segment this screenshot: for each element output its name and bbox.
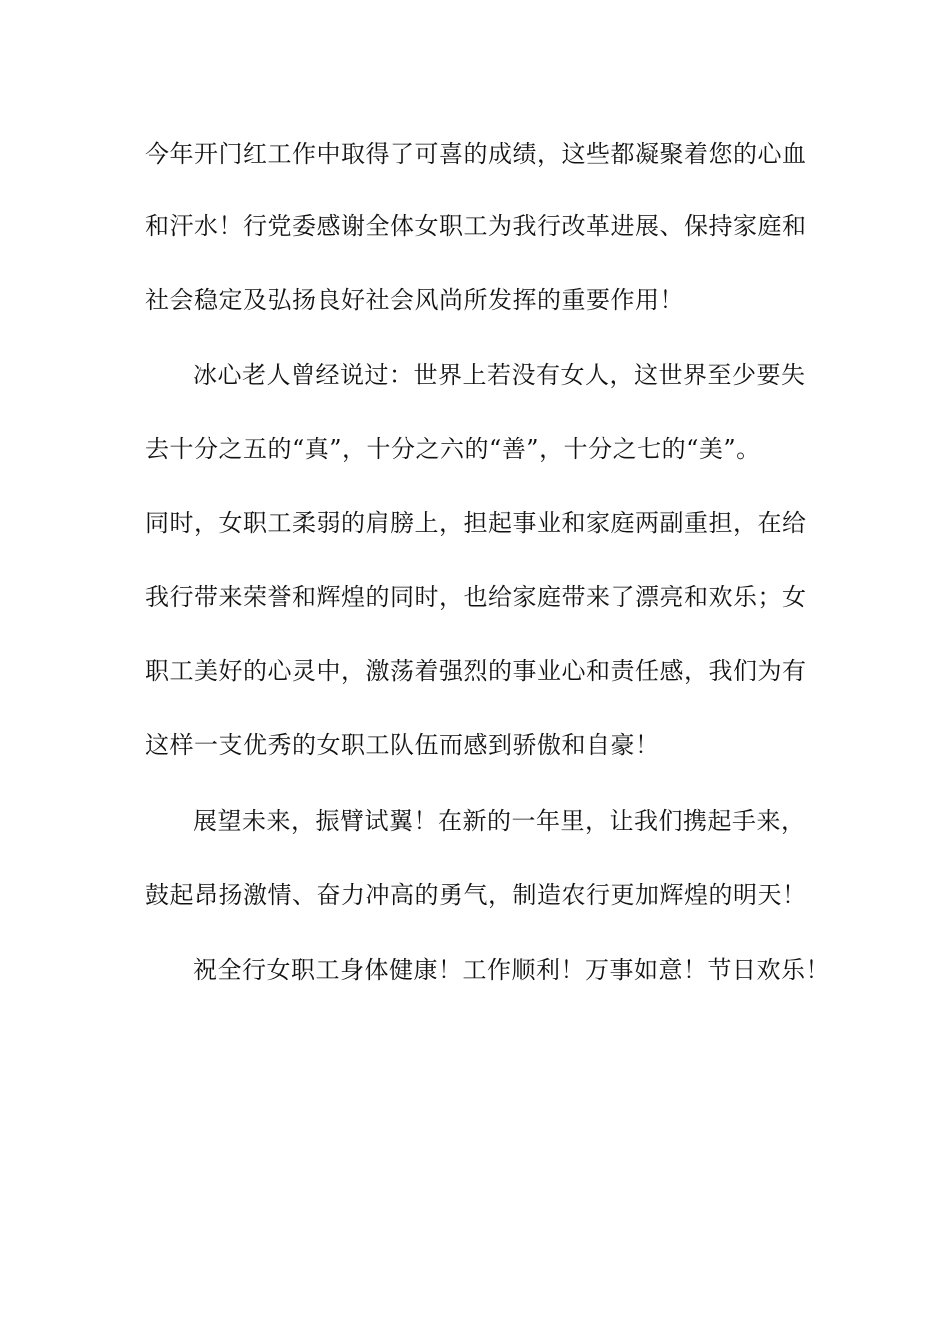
paragraph-start-line: 展望未来，振臂试翼！在新的一年里，让我们携起手来，	[193, 807, 806, 835]
paragraph-start-line: 祝全行女职工身体健康！工作顺利！万事如意！节日欢乐！	[193, 956, 830, 984]
text-line: 鼓起昂扬激情、奋力冲高的勇气，制造农行更加辉煌的明天！	[145, 881, 807, 909]
text-line: 这样一支优秀的女职工队伍而感到骄傲和自豪！	[145, 731, 660, 759]
text-line: 同时，女职工柔弱的肩膀上，担起事业和家庭两副重担，在给	[145, 509, 807, 537]
text-line: 去十分之五的“真”，十分之六的“善”，十分之七的“美”。	[145, 435, 761, 463]
text-line: 职工美好的心灵中，激荡着强烈的事业心和责任感，我们为有	[145, 657, 807, 685]
text-line: 我行带来荣誉和辉煌的同时，也给家庭带来了漂亮和欢乐；女	[145, 583, 807, 611]
text-line: 今年开门红工作中取得了可喜的成绩，这些都凝聚着您的心血	[145, 140, 807, 168]
text-line: 和汗水！行党委感谢全体女职工为我行改革进展、保持家庭和	[145, 212, 807, 240]
paragraph-start-line: 冰心老人曾经说过：世界上若没有女人，这世界至少要失	[193, 361, 806, 389]
text-line: 社会稳定及弘扬良好社会风尚所发挥的重要作用！	[145, 286, 684, 314]
